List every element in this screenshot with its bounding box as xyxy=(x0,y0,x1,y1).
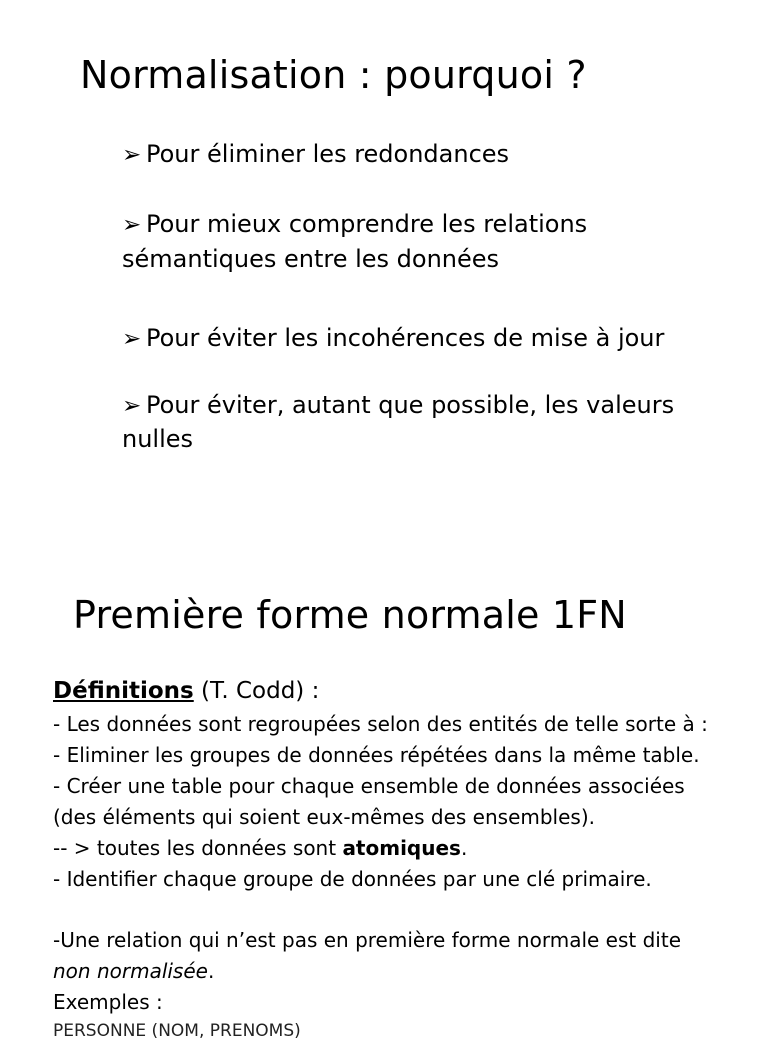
definitions-label: Définitions xyxy=(53,678,194,704)
examples-label: Exemples : xyxy=(53,990,163,1014)
atomic-prefix: -- > toutes les données sont xyxy=(53,836,343,860)
non-normalisee-line xyxy=(53,956,214,987)
non-normalisee-suffix: . xyxy=(207,959,215,983)
definition-line-ensembles: (des éléments qui soient eux-mêmes des ensembles). xyxy=(53,805,595,829)
bullet-valeurs-nulles xyxy=(122,388,674,424)
definition-line-creer: - Créer une table pour chaque ensemble de données associées xyxy=(53,774,685,798)
definition-line-atomiques xyxy=(53,833,467,864)
bullet-text: Pour éliminer les redondances xyxy=(146,140,510,168)
arrow-bullet-icon: ➢ xyxy=(122,212,142,238)
definition-line-entites: - Les données sont regroupées selon des entités de telle sorte à : xyxy=(53,712,708,736)
cut-off-example-line: PERSONNE (NOM, PRENOMS) xyxy=(53,1021,301,1041)
arrow-bullet-icon: ➢ xyxy=(122,326,142,352)
bullet-text: Pour mieux comprendre les relations xyxy=(146,210,588,238)
bullet-eliminer-redondances xyxy=(122,137,509,173)
bullet-relations-semantiques xyxy=(122,207,587,243)
slide-title-normalisation: Normalisation : pourquoi ? xyxy=(80,53,587,97)
definitions-author: (T. Codd) : xyxy=(193,678,320,704)
atomic-word: atomiques xyxy=(342,836,461,860)
bullet-relations-semantiques-line2: sémantiques entre les données xyxy=(122,245,500,273)
definition-line-eliminer: - Eliminer les groupes de données répétées dans la même table. xyxy=(53,743,700,767)
bullet-text: Pour éviter, autant que possible, les valeurs xyxy=(146,391,675,419)
arrow-bullet-icon: ➢ xyxy=(122,142,142,168)
atomic-suffix: . xyxy=(460,836,468,860)
bullet-incoherences xyxy=(122,321,664,357)
arrow-bullet-icon: ➢ xyxy=(122,393,142,419)
bullet-valeurs-nulles-line2: nulles xyxy=(122,425,194,453)
relation-line: -Une relation qui n’est pas en première forme normale est dite xyxy=(53,928,681,952)
slide-title-premiere-forme-normale: Première forme normale 1FN xyxy=(73,593,627,637)
non-normalisee-term: non normalisée xyxy=(53,959,208,983)
definitions-heading xyxy=(53,676,319,707)
bullet-text: Pour éviter les incohérences de mise à jour xyxy=(146,324,665,352)
definition-line-cle-primaire: - Identifier chaque groupe de données par une clé primaire. xyxy=(53,867,652,891)
